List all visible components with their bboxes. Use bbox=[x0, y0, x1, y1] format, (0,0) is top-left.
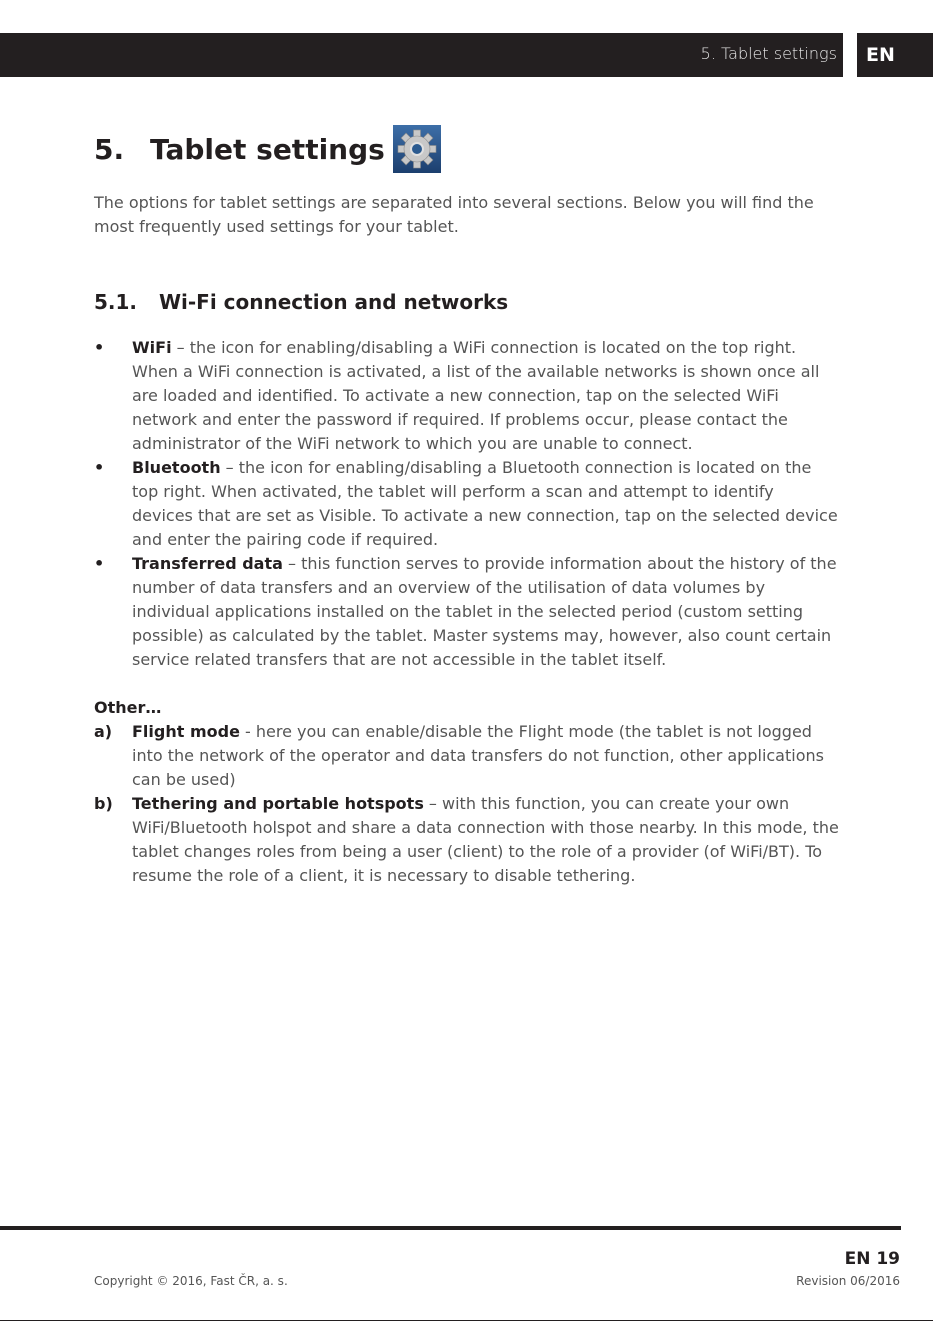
section-title: Wi-Fi connection and networks bbox=[158, 290, 509, 314]
chapter-intro: The options for tablet settings are separated into several sections. Below you will find the most frequently used settings for your tablet. bbox=[94, 193, 814, 236]
bullet-marker: • bbox=[94, 554, 105, 573]
item-term: Flight mode bbox=[132, 722, 240, 741]
settings-gear-icon bbox=[393, 125, 441, 173]
revision: Revision 06/2016 bbox=[796, 1274, 900, 1288]
header-bar bbox=[0, 33, 843, 77]
chapter-number: 5. bbox=[94, 132, 125, 166]
footer-rule bbox=[0, 1226, 901, 1230]
copyright: Copyright © 2016, Fast ČR, a. s. bbox=[94, 1274, 288, 1288]
bottom-border bbox=[0, 1320, 933, 1321]
other-heading: Other… bbox=[94, 698, 162, 717]
other-item-tethering bbox=[94, 792, 839, 888]
section-heading bbox=[94, 290, 508, 314]
section-number: 5.1. bbox=[94, 290, 138, 314]
bullet-term: WiFi bbox=[132, 338, 172, 357]
bullet-marker: • bbox=[94, 458, 105, 477]
bullet-item-transferred-data bbox=[94, 552, 839, 672]
section-content bbox=[94, 336, 839, 888]
list-marker: b) bbox=[94, 794, 113, 813]
bullet-text: – the icon for enabling/disabling a WiFi connection is located on the top right. When a WiFi connection is activated, a list of the available networks is shown once all are loaded and identified. To activate a new connection, tap on the selected WiFi network and enter the password if required. If problems occur, please contact the administrator of the WiFi network to which you are unable to connect. bbox=[132, 338, 820, 453]
header-title: 5. Tablet settings bbox=[700, 44, 837, 63]
item-text: - here you can enable/disable the Flight mode (the tablet is not logged into the network of the operator and data transfers do not function, other applications can be used) bbox=[132, 722, 824, 789]
item-text: – with this function, you can create your own WiFi/Bluetooth holspot and share a data connection with those nearby. In this mode, the tablet changes roles from being a user (client) to the role of a provider (of WiFi/BT). To resume the role of a client, it is necessary to disable tethering. bbox=[132, 794, 839, 885]
item-term: Tethering and portable hotspots bbox=[132, 794, 424, 813]
other-item-flight-mode bbox=[94, 720, 839, 792]
bullet-text: – this function serves to provide information about the history of the number of data transfers and an overview of the utilisation of data volumes by individual applications installed on the tablet in the selected period (custom setting possible) as calculated by the tablet. Master systems may, however, also count certain service related transfers that are not accessible in the tablet itself. bbox=[132, 554, 837, 669]
language-tab: EN bbox=[857, 33, 933, 77]
chapter-title-text: Tablet settings bbox=[150, 132, 385, 166]
page-number: EN 19 bbox=[844, 1249, 900, 1269]
bullet-text: – the icon for enabling/disabling a Bluetooth connection is located on the top right. When activated, the tablet will perform a scan and attempt to identify devices that are set as Visible. To activate a new connection, tap on the selected device and enter the pairing code if required. bbox=[132, 458, 838, 549]
bullet-term: Transferred data bbox=[132, 554, 283, 573]
bullet-item-bluetooth bbox=[94, 456, 839, 552]
list-marker: a) bbox=[94, 722, 113, 741]
bullet-term: Bluetooth bbox=[132, 458, 221, 477]
bullet-item-wifi bbox=[94, 336, 839, 456]
chapter-title bbox=[94, 125, 441, 173]
bullet-marker: • bbox=[94, 338, 105, 357]
